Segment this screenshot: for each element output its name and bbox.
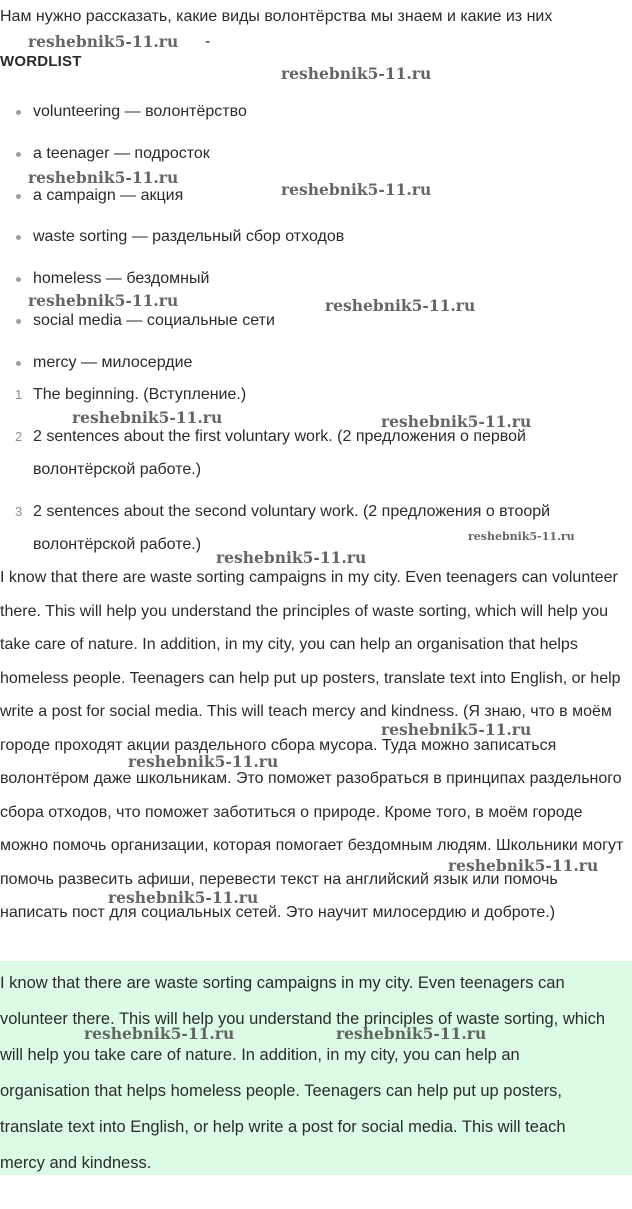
- wordlist-item-text: a teenager — подросток: [33, 145, 210, 162]
- bullet-icon: [16, 235, 21, 240]
- bullet-icon: [16, 361, 21, 366]
- watermark: reshebnik5-11.ru: [336, 1024, 487, 1043]
- wordlist-item-text: mercy — милосердие: [33, 354, 193, 371]
- wordlist-item-text: social media — социальные сети: [33, 312, 275, 329]
- watermark: reshebnik5-11.ru: [281, 64, 432, 83]
- wordlist-heading: WORDLIST: [0, 53, 82, 70]
- wordlist-item-text: waste sorting — раздельный сбор отходов: [33, 228, 345, 245]
- plan-number: 3: [15, 504, 23, 519]
- watermark: reshebnik5-11.ru: [72, 408, 223, 427]
- plan-text: 2 sentences about the second voluntary work. (2 предложения о втоорй волонтёрской работе.): [33, 503, 551, 553]
- watermark: reshebnik5-11.ru: [448, 856, 599, 875]
- bullet-icon: [16, 319, 21, 324]
- watermark: reshebnik5-11.ru: [108, 888, 259, 907]
- watermark: reshebnik5-11.ru: [28, 32, 179, 51]
- watermark: reshebnik5-11.ru: [216, 548, 367, 567]
- watermark: reshebnik5-11.ru: [28, 168, 179, 187]
- watermark: reshebnik5-11.ru: [381, 412, 532, 431]
- example-paragraph: I know that there are waste sorting campaigns in my city. Even teenagers can volunteer there. This will help you understand the principles of waste sorting, which will help you take care of nature. In addition, in my city, you can help an organisation that helps homeless people. Teenagers can help put up posters, translate text into English, or help write a post for social media. This will teach mercy and kindness. (Я знаю, что в моём городе проходят акции раздельного сбора мусора. Туда можно записаться волонтёром даже школьникам. Это поможет разобраться в принципах раздельного сбора отходов, что поможет заботиться о природе. Кроме того, в моём городе можно помочь организации, которая помогает бездомным людям. Школьники могут помочь развесить афиши, перевести текст на английский язык или помочь написать пост для социальных сетей. Это научит милосердию и доброте.): [0, 569, 624, 921]
- wordlist-item-text: a campaign — акция: [33, 187, 184, 204]
- plan-item: [0, 378, 620, 411]
- bullet-icon: [16, 152, 21, 157]
- watermark: reshebnik5-11.ru: [28, 291, 179, 310]
- watermark: reshebnik5-11.ru: [128, 752, 279, 771]
- watermark: reshebnik5-11.ru: [84, 1024, 235, 1043]
- plan-text: The beginning. (Вступление.): [33, 386, 247, 403]
- answer-box: [0, 961, 632, 1175]
- wordlist-item-text: homeless — бездомный: [33, 270, 210, 287]
- plan-number: 1: [15, 387, 23, 402]
- watermark: reshebnik5-11.ru: [325, 296, 476, 315]
- plan-text: 2 sentences about the first voluntary work. (2 предложения о первой волонтёрской работе.): [33, 428, 526, 478]
- intro-text: Нам нужно рассказать, какие виды волонтёрства мы знаем и какие из них: [0, 8, 553, 25]
- answer-text: I know that there are waste sorting campaigns in my city. Even teenagers can volunteer there. This will help you understand the principles of waste sorting, which will help you take care of nature. In addition, in my city, you can help an organisation that helps homeless people. Teenagers can help put up posters, translate text into English, or help write a post for social media. This will teach mercy and kindness.: [0, 974, 606, 1172]
- wordlist-item-text: volunteering — волонтёрство: [33, 103, 247, 120]
- watermark: reshebnik5-11.ru: [281, 180, 432, 199]
- watermark: reshebnik5-11.ru: [468, 530, 575, 543]
- bullet-icon: [16, 194, 21, 199]
- bullet-icon: [16, 277, 21, 282]
- dash-separator: -: [205, 33, 211, 50]
- plan-number: 2: [15, 429, 23, 444]
- bullet-icon: [16, 110, 21, 115]
- watermark: reshebnik5-11.ru: [381, 720, 532, 739]
